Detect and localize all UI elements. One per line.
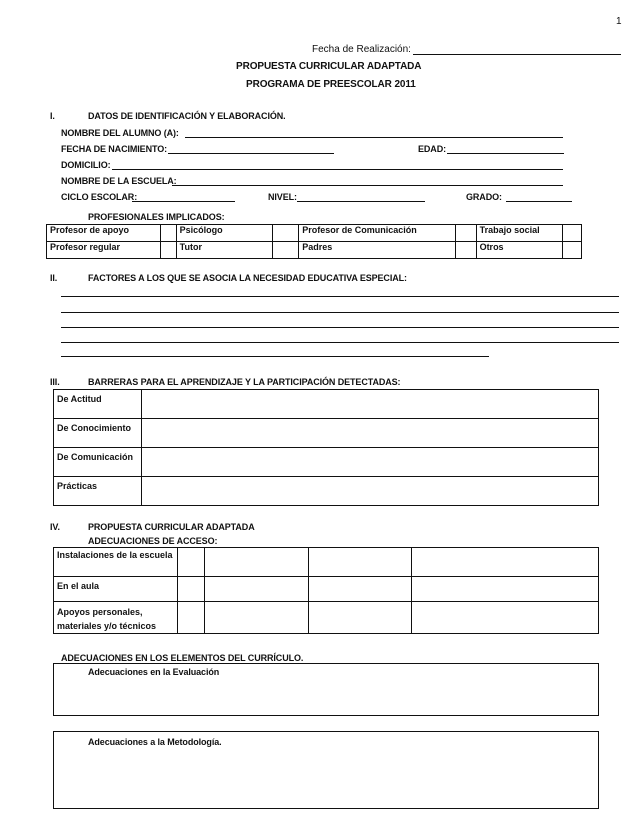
edad-label: EDAD:: [418, 144, 446, 154]
grado-line[interactable]: [506, 201, 572, 202]
barrera-label: De Actitud: [54, 390, 142, 419]
profesional-cell: Profesor regular: [47, 242, 161, 259]
profesional-checkbox[interactable]: [562, 242, 581, 259]
ciclo-escolar-line[interactable]: [132, 201, 235, 202]
barrera-input[interactable]: [141, 390, 598, 419]
domicilio-label: DOMICILIO:: [61, 160, 111, 170]
acceso-input[interactable]: [177, 548, 204, 577]
metodologia-box[interactable]: [53, 731, 599, 809]
acceso-input[interactable]: [308, 548, 412, 577]
section-1-number: I.: [50, 111, 55, 121]
document-subtitle: PROGRAMA DE PREESCOLAR 2011: [246, 79, 416, 90]
profesional-checkbox[interactable]: [272, 225, 298, 242]
profesional-cell: Trabajo social: [476, 225, 562, 242]
acceso-input[interactable]: [308, 602, 412, 634]
barreras-row: [54, 448, 599, 477]
fecha-realizacion-label: Fecha de Realización:: [312, 44, 411, 55]
acceso-label: En el aula: [54, 577, 178, 602]
acceso-table: [53, 547, 599, 634]
barrera-input[interactable]: [141, 419, 598, 448]
acceso-input[interactable]: [177, 577, 204, 602]
profesional-cell: Psicólogo: [176, 225, 272, 242]
factores-line[interactable]: [61, 342, 619, 343]
profesional-checkbox[interactable]: [456, 242, 476, 259]
evaluacion-label: Adecuaciones en la Evaluación: [88, 667, 220, 677]
profesional-cell: Tutor: [176, 242, 272, 259]
nombre-alumno-line[interactable]: [185, 137, 563, 138]
acceso-row: [54, 548, 599, 577]
barrera-input[interactable]: [141, 477, 598, 506]
acceso-input[interactable]: [412, 577, 599, 602]
factores-line[interactable]: [61, 312, 619, 313]
section-1-title: DATOS DE IDENTIFICACIÓN Y ELABORACIÓN.: [88, 111, 286, 121]
metodologia-label: Adecuaciones a la Metodología.: [88, 737, 222, 747]
acceso-input[interactable]: [412, 602, 599, 634]
factores-line[interactable]: [61, 356, 489, 357]
profesional-checkbox[interactable]: [562, 225, 581, 242]
section-3-title: BARRERAS PARA EL APRENDIZAJE Y LA PARTICIPACIÓN DETECTADAS:: [88, 377, 401, 387]
acceso-row: [54, 577, 599, 602]
nombre-escuela-label: NOMBRE DE LA ESCUELA:: [61, 176, 177, 186]
acceso-label: Apoyos personales, materiales y/o técnicos: [54, 602, 178, 634]
profesional-cell: Profesor de apoyo: [47, 225, 161, 242]
page-number: 1: [616, 16, 622, 27]
evaluacion-box[interactable]: [53, 663, 599, 716]
profesionales-title: PROFESIONALES IMPLICADOS:: [88, 212, 225, 222]
profesional-cell: Otros: [476, 242, 562, 259]
fecha-realizacion-line[interactable]: [413, 54, 621, 55]
profesionales-table: [46, 224, 582, 259]
nivel-line[interactable]: [297, 201, 425, 202]
barrera-label: Prácticas: [54, 477, 142, 506]
profesional-cell: Profesor de Comunicación: [299, 225, 456, 242]
barreras-row: [54, 419, 599, 448]
profesional-checkbox[interactable]: [161, 242, 176, 259]
factores-line[interactable]: [61, 296, 619, 297]
domicilio-line[interactable]: [112, 169, 563, 170]
barrera-label: De Comunicación: [54, 448, 142, 477]
barreras-row: [54, 477, 599, 506]
acceso-row: [54, 602, 599, 634]
factores-line[interactable]: [61, 327, 619, 328]
barreras-row: [54, 390, 599, 419]
ciclo-escolar-label: CICLO ESCOLAR:: [61, 192, 138, 202]
profesional-checkbox[interactable]: [272, 242, 298, 259]
section-2-title: FACTORES A LOS QUE SE ASOCIA LA NECESIDAD EDUCATIVA ESPECIAL:: [88, 273, 407, 283]
acceso-label: Instalaciones de la escuela: [54, 548, 178, 577]
edad-line[interactable]: [447, 153, 564, 154]
nivel-label: NIVEL:: [268, 192, 297, 202]
profesionales-row: [47, 225, 582, 242]
fecha-nacimiento-line[interactable]: [168, 153, 334, 154]
acceso-title: ADECUACIONES DE ACCESO:: [88, 536, 218, 546]
section-4-title: PROPUESTA CURRICULAR ADAPTADA: [88, 522, 255, 532]
acceso-input[interactable]: [177, 602, 204, 634]
acceso-input[interactable]: [308, 577, 412, 602]
nombre-alumno-label: NOMBRE DEL ALUMNO (A):: [61, 128, 179, 138]
acceso-input[interactable]: [204, 548, 308, 577]
profesionales-row: [47, 242, 582, 259]
acceso-input[interactable]: [412, 548, 599, 577]
section-4-number: IV.: [50, 522, 60, 532]
barrera-label: De Conocimiento: [54, 419, 142, 448]
barrera-input[interactable]: [141, 448, 598, 477]
profesional-checkbox[interactable]: [456, 225, 476, 242]
section-2-number: II.: [50, 273, 58, 283]
grado-label: GRADO:: [466, 192, 502, 202]
document-title: PROPUESTA CURRICULAR ADAPTADA: [236, 61, 422, 72]
profesional-checkbox[interactable]: [161, 225, 176, 242]
nombre-escuela-line[interactable]: [172, 185, 563, 186]
curriculo-title: ADECUACIONES EN LOS ELEMENTOS DEL CURRÍCULO.: [61, 653, 304, 663]
acceso-input[interactable]: [204, 577, 308, 602]
section-3-number: III.: [50, 377, 60, 387]
barreras-table: [53, 389, 599, 506]
profesional-cell: Padres: [299, 242, 456, 259]
acceso-input[interactable]: [204, 602, 308, 634]
fecha-nacimiento-label: FECHA DE NACIMIENTO:: [61, 144, 168, 154]
